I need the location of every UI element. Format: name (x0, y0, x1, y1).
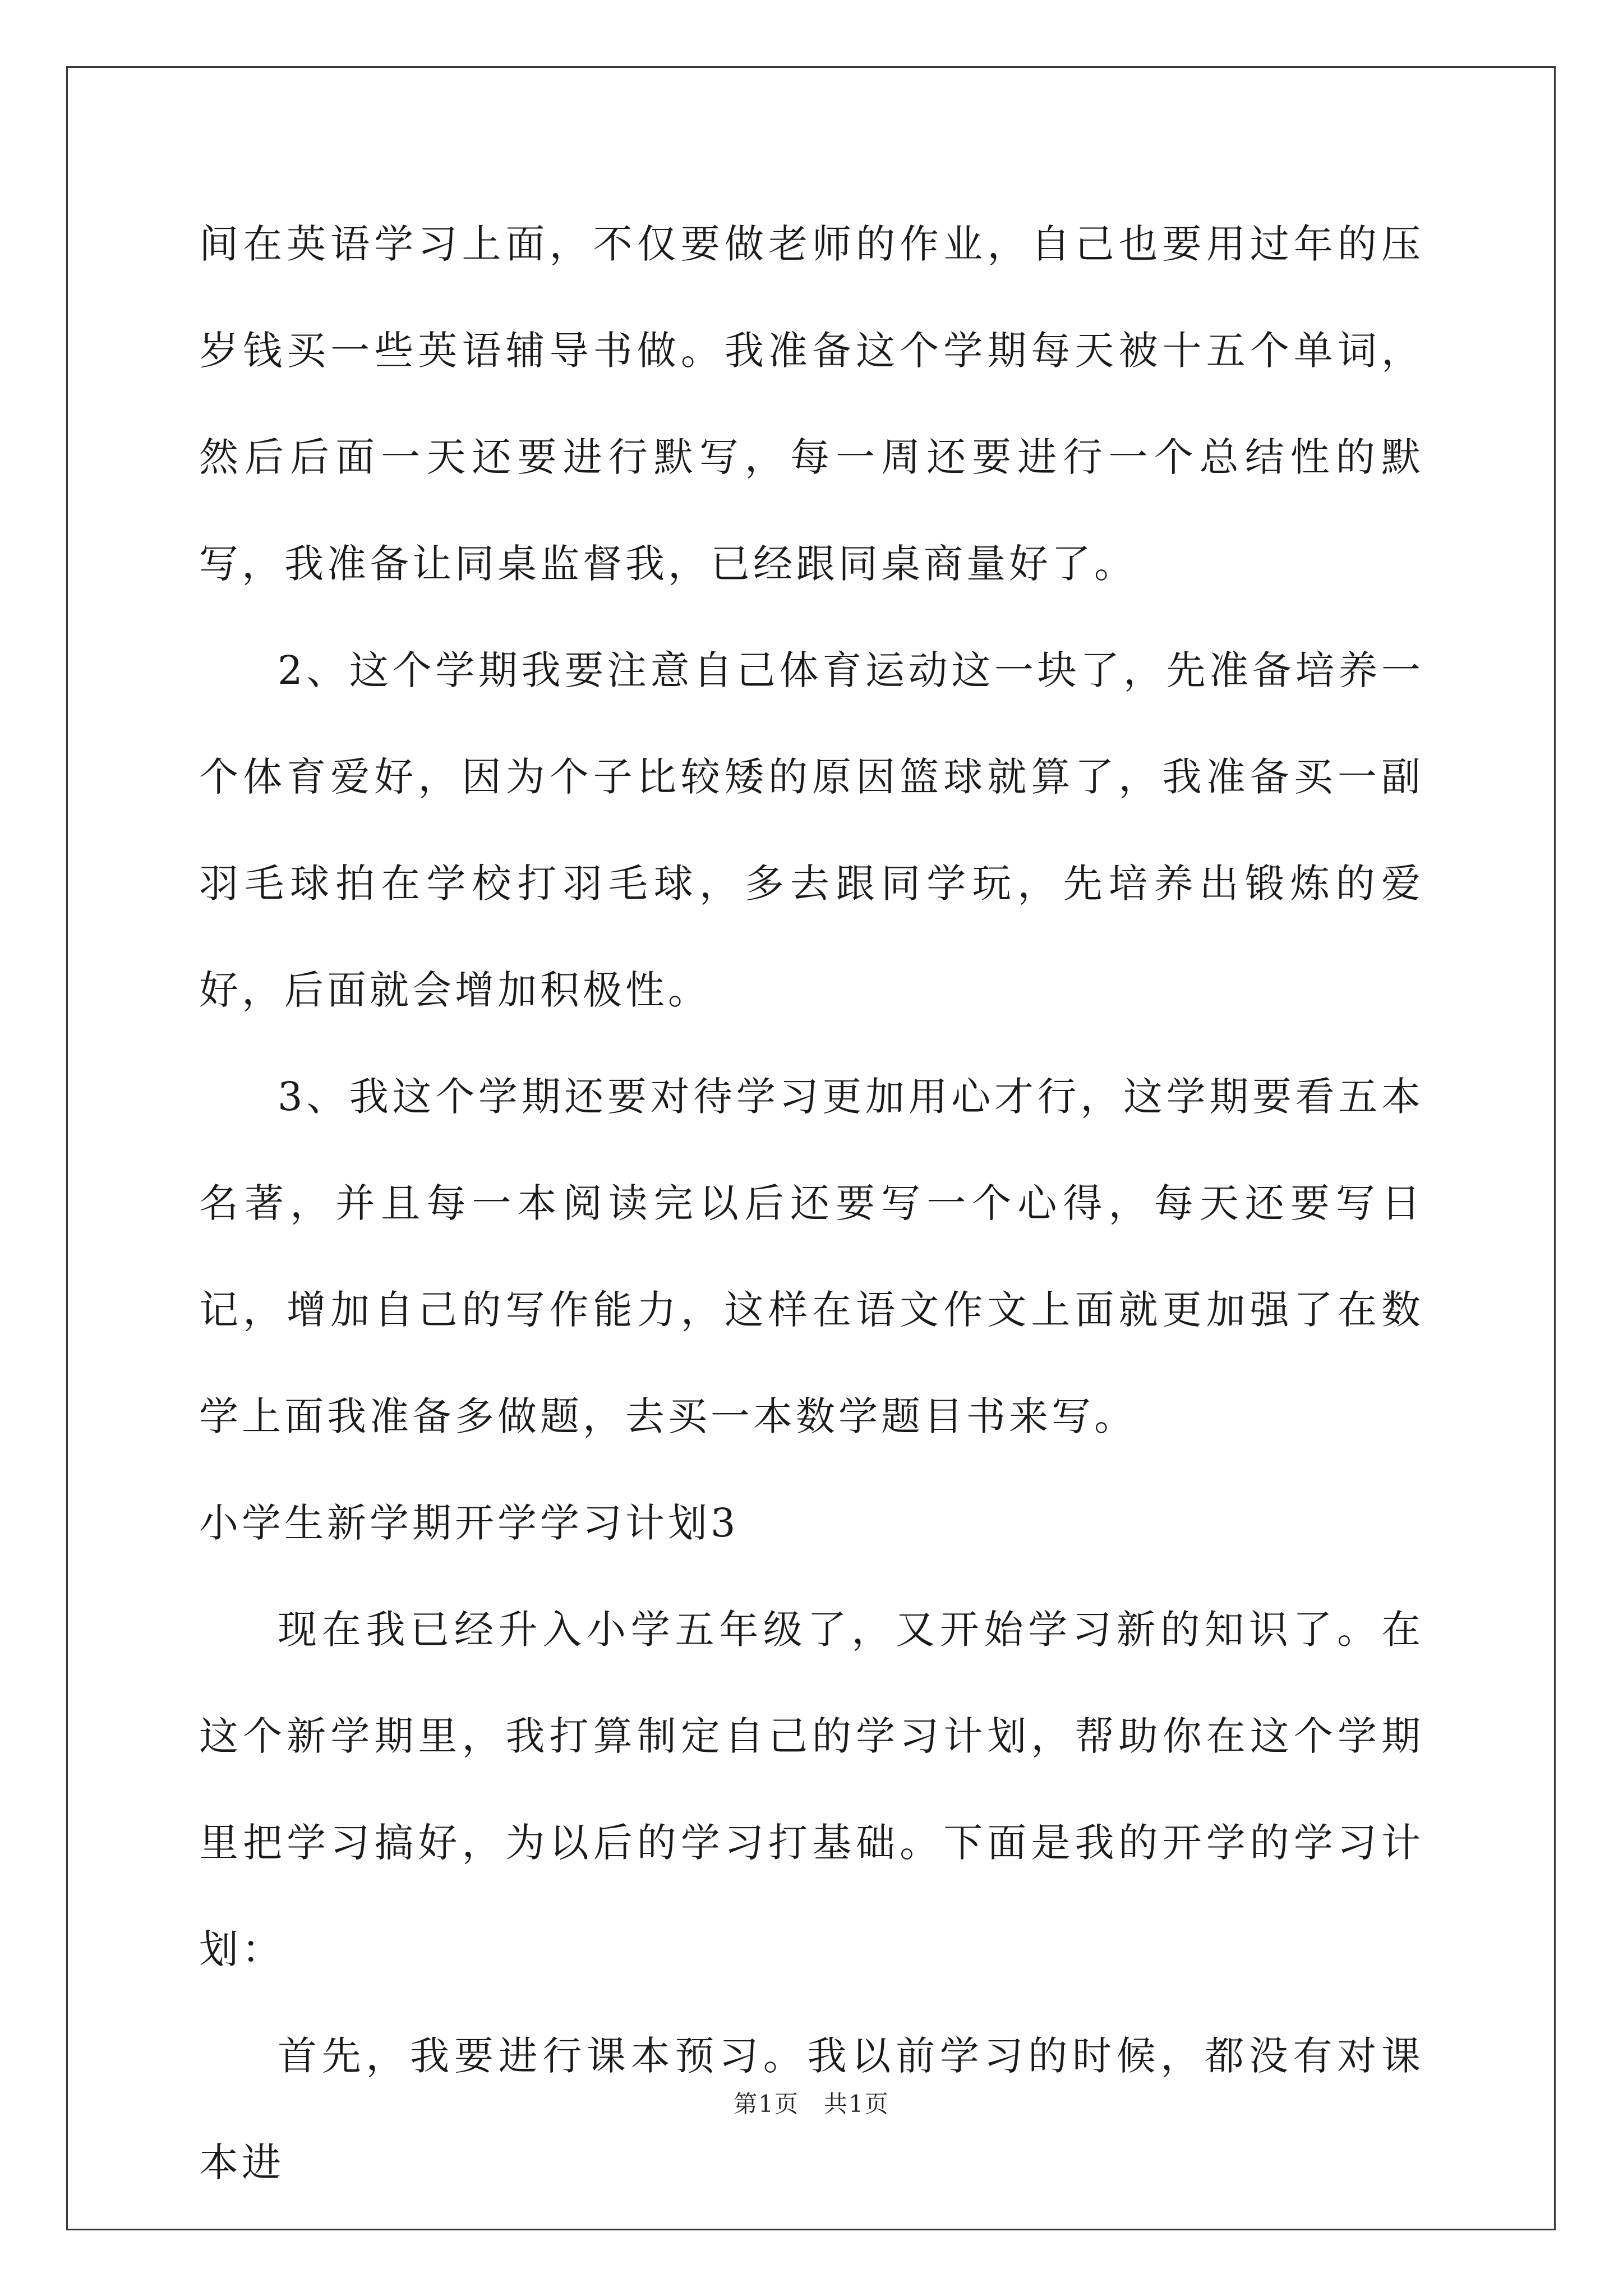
section-heading: 小学生新学期开学学习计划3 (199, 1500, 739, 1546)
paragraph-sports: 2、这个学期我要注意自己体育运动这一块了，先准备培养一个体育爱好，因为个子比较矮的原因篮球就算了，我准备买一副羽毛球拍在学校打羽毛球，多去跟同学玩，先培养出锻炼的爱好，后面就会增加积极性。 (199, 647, 1424, 1013)
paragraph-preview: 首先，我要进行课本预习。我以前学习的时候，都没有对课本进 (199, 2033, 1424, 2185)
paragraph-intro: 现在我已经升入小学五年级了，又开始学习新的知识了。在这个新学期里，我打算制定自己的学习计划，帮助你在这个学期里把学习搞好，为以后的学习打基础。下面是我的开学的学习计划： (199, 1607, 1424, 1972)
paragraph-reading: 3、我这个学期还要对待学习更加用心才行，这学期要看五本名著，并且每一本阅读完以后还要写一个心得，每天还要写日记，增加自己的写作能力，这样在语文作文上面就更加强了在数学上面我准备多做题，去买一本数学题目书来写。 (199, 1074, 1424, 1439)
page-number-footer: 第1页 共1页 (734, 2090, 889, 2118)
paragraph-english-study: 间在英语学习上面，不仅要做老师的作业，自己也要用过年的压岁钱买一些英语辅导书做。我准备这个学期每天被十五个单词，然后后面一天还要进行默写，每一周还要进行一个总结性的默写，我准备让同桌监督我，已经跟同桌商量好了。 (199, 221, 1424, 587)
document-body (199, 191, 1424, 2216)
